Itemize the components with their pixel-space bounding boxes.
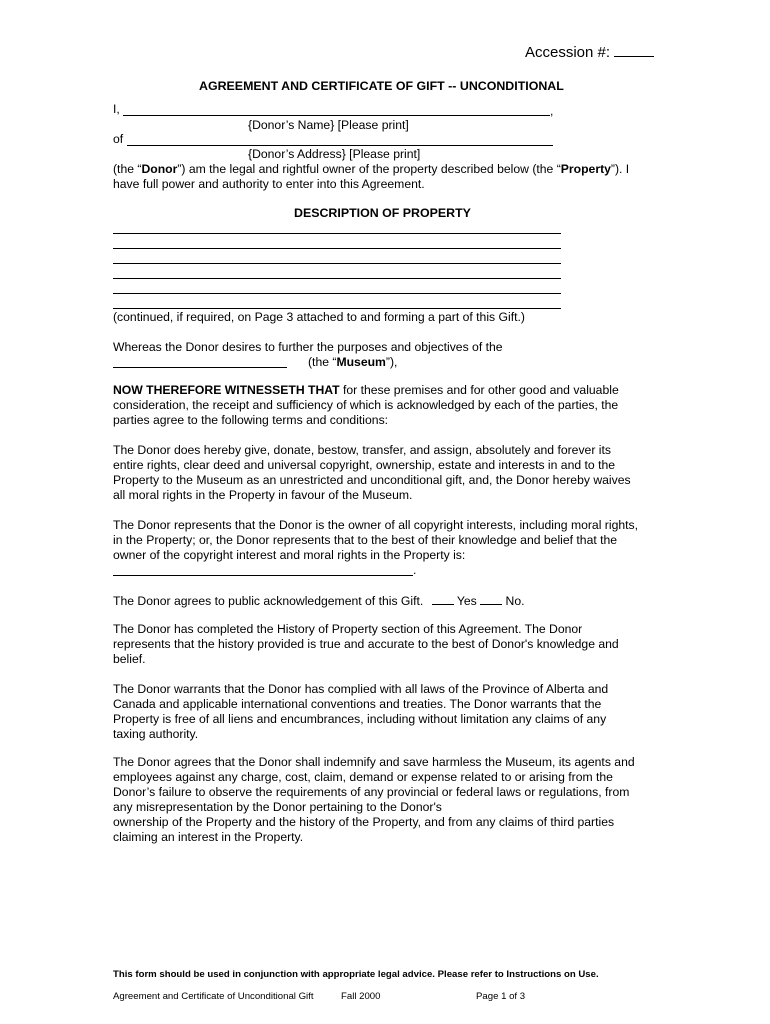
copyright-period: . — [413, 563, 417, 577]
indemnity-line-5: ownership of the Property and the history of the Property, and from any claims of third parties — [113, 815, 615, 829]
laws-line-1: The Donor warrants that the Donor has complied with all laws of the Province of Alberta and — [113, 682, 609, 696]
donor-ownership-paragraph — [113, 162, 673, 192]
history-line-2: represents that the history provided is true and accurate to the best of Donor's knowledge and — [113, 637, 619, 651]
page-number: Page 1 of 3 — [476, 991, 526, 1002]
property-term: Property — [560, 162, 611, 176]
property-heading: DESCRIPTION OF PROPERTY — [294, 206, 471, 220]
museum-text-a: (the “ — [308, 355, 337, 369]
witnesseth-line-1: for these premises and for other good and valuable — [339, 383, 619, 397]
gift-line-4: all moral rights in the Property in favour of the Museum. — [113, 488, 413, 502]
copyright-line-2: in the Property; or, the Donor represents that to the best of their knowledge and belief that the — [113, 533, 618, 547]
ack-no-label: No. — [505, 594, 525, 608]
witnesseth-heading: NOW THEREFORE WITNESSETH THAT — [113, 383, 340, 397]
copyright-line-1: The Donor represents that the Donor is the owner of all copyright interests, including moral rights, — [113, 518, 638, 532]
donor-address-field[interactable] — [127, 145, 553, 146]
ack-yes-field[interactable] — [432, 593, 454, 605]
gift-line-1: The Donor does hereby give, donate, bestow, transfer, and assign, absolutely and forever its — [113, 443, 611, 457]
accession-field[interactable] — [614, 45, 654, 57]
ack-yes-label: Yes — [456, 594, 477, 608]
property-line-6[interactable] — [113, 308, 561, 309]
history-line-3: belief. — [113, 652, 146, 666]
laws-line-4: taxing authority. — [113, 727, 199, 741]
copyright-owner-field[interactable] — [113, 575, 413, 576]
property-line-3[interactable] — [113, 263, 561, 264]
indemnity-clause — [113, 755, 673, 845]
indemnity-line-4: any misrepresentation by the Donor pertaining to the Donor's — [113, 800, 442, 814]
acknowledgement-text: The Donor agrees to public acknowledgement of this Gift. — [113, 594, 424, 608]
gift-line-2: entire rights, clear deed and universal copyright, ownership, estate and interests in and to the — [113, 458, 616, 472]
property-continued-note: (continued, if required, on Page 3 attached to and forming a part of this Gift.) — [113, 310, 525, 324]
museum-line-1: Whereas the Donor desires to further the purposes and objectives of the — [113, 340, 503, 354]
indemnity-line-6: claiming an interest in the Property. — [113, 830, 304, 844]
gift-line-3: Property to the Museum as an unrestricted and unconditional gift, and, the Donor hereby waives — [113, 473, 631, 487]
donor-name-comma: , — [550, 104, 554, 118]
witnesseth-line-3: parties agree to the following terms and conditions: — [113, 413, 389, 427]
property-line-1[interactable] — [113, 233, 561, 234]
history-line-1: The Donor has completed the History of Property section of this Agreement. The Donor — [113, 622, 583, 636]
museum-name-field[interactable] — [113, 367, 287, 368]
property-line-2[interactable] — [113, 248, 561, 249]
footer-document-name: Agreement and Certificate of Unconditional Gift — [113, 991, 314, 1002]
indemnity-line-1: The Donor agrees that the Donor shall indemnify and save harmless the Museum, its agents and — [113, 755, 635, 769]
gift-clause — [113, 443, 673, 503]
museum-text-b: ”), — [385, 355, 398, 369]
donor-name-field[interactable] — [123, 115, 550, 116]
footer-edition: Fall 2000 — [341, 991, 381, 1002]
intro-text-b: ”) am the legal and rightful owner of the property described below (the “ — [177, 162, 561, 176]
indemnity-line-3: Donor’s failure to observe the requirements of any provincial or federal laws or regulations, from — [113, 785, 630, 799]
laws-line-3: Property is free of all liens and encumbrances, including without limitation any claims of any — [113, 712, 607, 726]
witnesseth-paragraph — [113, 383, 673, 428]
acknowledgement-clause — [113, 593, 524, 608]
history-clause — [113, 622, 673, 667]
intro-line-2: have full power and authority to enter into this Agreement. — [113, 177, 425, 191]
copyright-clause — [113, 518, 673, 563]
museum-term: Museum — [336, 355, 386, 369]
museum-line-2 — [308, 355, 397, 369]
accession-number — [525, 44, 654, 61]
property-line-4[interactable] — [113, 278, 561, 279]
intro-text-a: (the “ — [113, 162, 142, 176]
donor-of-label: of — [113, 132, 124, 146]
accession-label: Accession #: — [525, 44, 611, 61]
donor-i-label: I, — [113, 102, 120, 116]
witnesseth-line-2: consideration, the receipt and sufficiency of which is acknowledged by each of the parties, the — [113, 398, 619, 412]
property-line-5[interactable] — [113, 293, 561, 294]
donor-name-caption: {Donor’s Name} [Please print] — [248, 118, 409, 132]
copyright-line-3: owner of the copyright interest and moral rights in the Property is: — [113, 548, 466, 562]
laws-line-2: Canada and applicable international conventions and treaties. The Donor warrants that the — [113, 697, 602, 711]
ack-no-field[interactable] — [480, 593, 502, 605]
intro-text-c: ”). I — [610, 162, 630, 176]
document-title: AGREEMENT AND CERTIFICATE OF GIFT -- UNCONDITIONAL — [199, 79, 564, 93]
donor-term: Donor — [141, 162, 178, 176]
laws-clause — [113, 682, 673, 742]
donor-address-caption: {Donor’s Address} [Please print] — [248, 147, 421, 161]
legal-advice-note: This form should be used in conjunction with appropriate legal advice. Please refer to Instructions on Use. — [113, 969, 599, 980]
indemnity-line-2: employees against any charge, cost, claim, demand or expense related to or arising from the — [113, 770, 613, 784]
